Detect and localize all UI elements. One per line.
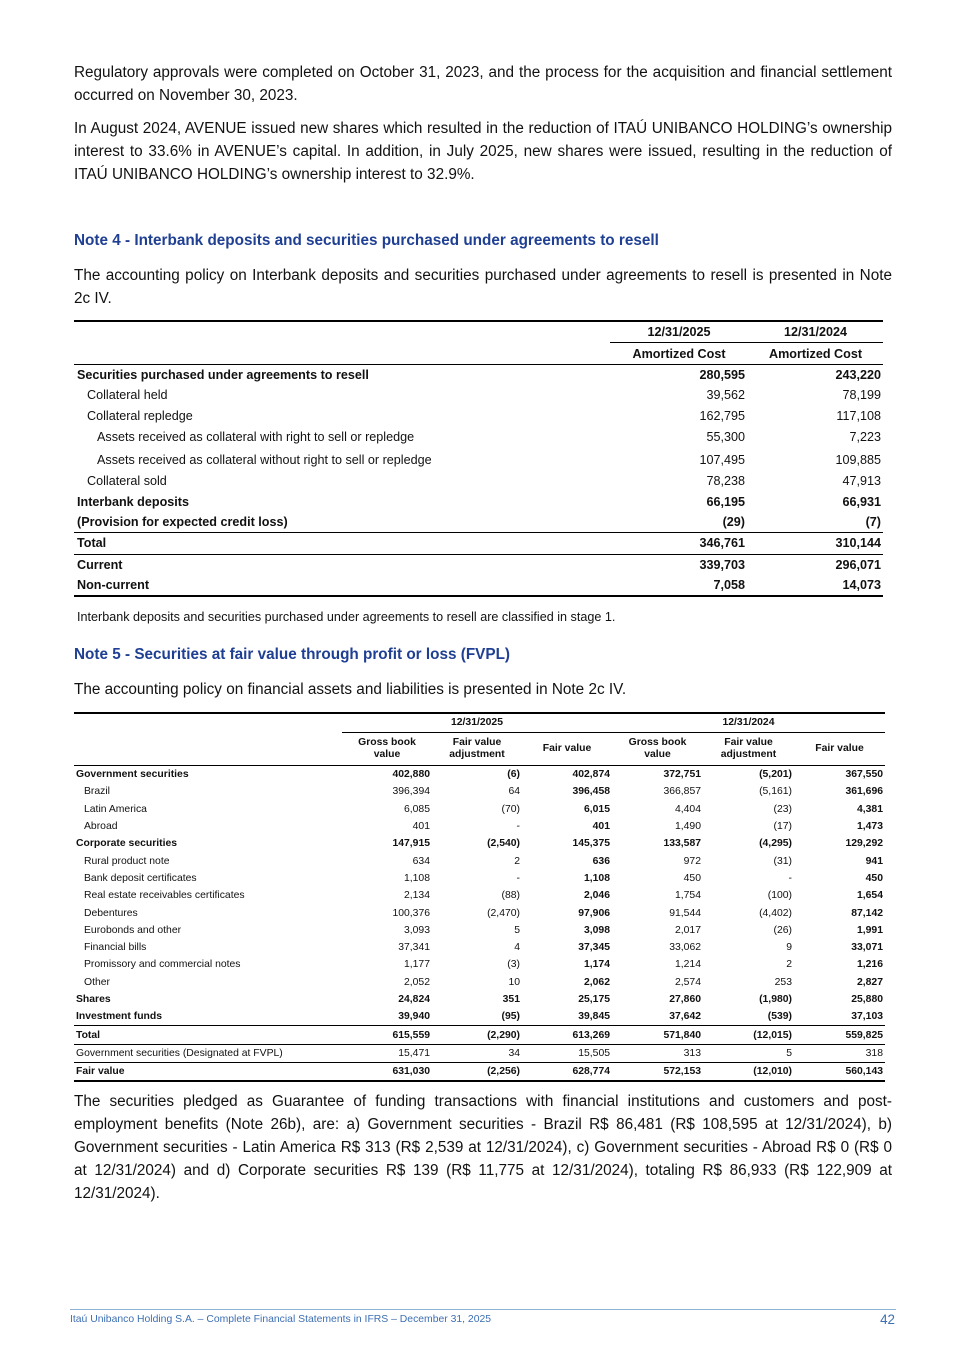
- row-value: 145,375: [572, 838, 610, 850]
- col-fair-value-2025: Fair value: [542, 743, 592, 754]
- row-value: 15,505: [522, 1044, 612, 1062]
- note4-table: [74, 320, 883, 597]
- row-value: 37,103: [851, 1011, 883, 1023]
- row-value: 1,490: [674, 821, 701, 833]
- row-value: (70): [501, 803, 520, 815]
- row-label: Investment funds: [76, 1011, 163, 1023]
- note5-date-2024: 12/31/2024: [612, 713, 885, 733]
- row-value: 402,874: [572, 769, 610, 781]
- table-row: [74, 491, 883, 511]
- row-value: 34: [432, 1044, 522, 1062]
- table-row: [74, 939, 885, 956]
- row-value: 1,473: [856, 821, 883, 833]
- row-value: (31): [773, 855, 792, 867]
- row-value: 1,108: [583, 872, 610, 884]
- row-value: 5: [703, 1044, 794, 1062]
- note4-date-2025: 12/31/2025: [610, 321, 747, 343]
- row-value: 9: [786, 942, 792, 954]
- row-label: Government securities: [76, 769, 189, 781]
- row-value: 2,046: [583, 890, 610, 902]
- table-row: [74, 870, 885, 887]
- row-value: (3): [507, 959, 520, 971]
- row-value: 3,093: [403, 924, 430, 936]
- row-value: 1,216: [856, 959, 883, 971]
- row-value: 396,458: [572, 786, 610, 798]
- row-value: 367,550: [845, 769, 883, 781]
- row-value: (95): [501, 1011, 520, 1023]
- row-value: -: [516, 872, 520, 884]
- row-label: Abroad: [84, 821, 118, 833]
- table-row: [74, 575, 883, 596]
- row-label: Other: [84, 976, 110, 988]
- row-value: 2: [514, 855, 520, 867]
- row-value: 243,220: [835, 367, 881, 382]
- row-value: (12,010): [703, 1063, 794, 1082]
- row-label: Shares: [76, 994, 111, 1005]
- row-value: (4,402): [759, 907, 792, 919]
- row-value: 4,404: [674, 803, 701, 815]
- row-value: 636: [592, 855, 610, 867]
- row-value: 162,795: [699, 408, 745, 423]
- note4-intro: The accounting policy on Interbank deposits and securities purchased under agreements to resell is presented in Note 2c IV.: [74, 267, 892, 307]
- row-value: 571,840: [612, 1026, 703, 1044]
- row-value: 2,017: [674, 924, 701, 936]
- row-value: (23): [773, 803, 792, 815]
- row-label: Non-current: [77, 578, 150, 593]
- row-label: Debentures: [84, 907, 138, 919]
- table-row: [74, 554, 883, 575]
- row-value: 39,562: [706, 388, 745, 403]
- row-value: 14,073: [842, 578, 881, 593]
- row-value: 37,341: [398, 942, 430, 954]
- row-value: 2,574: [674, 976, 701, 988]
- row-value: (6): [507, 769, 520, 781]
- row-value: 33,071: [851, 942, 883, 954]
- row-value: 6,015: [583, 803, 610, 815]
- row-value: 613,269: [522, 1026, 612, 1044]
- row-value: 39,940: [398, 1011, 430, 1023]
- row-value: (12,015): [703, 1026, 794, 1044]
- col-gross-book-value-2025: Gross book value: [358, 737, 416, 760]
- footer-text: Itaú Unibanco Holding S.A. – Complete Financial Statements in IFRS – December 31, 2025: [70, 1314, 492, 1325]
- row-value: 109,885: [835, 452, 881, 467]
- row-label: Bank deposit certificates: [84, 872, 197, 884]
- table-row: [74, 956, 885, 973]
- row-value: 4: [514, 942, 520, 954]
- table-row: [74, 887, 885, 904]
- row-label: Assets received as collateral without right to sell or repledge: [97, 452, 432, 467]
- row-label: Real estate receivables certificates: [84, 890, 245, 902]
- row-value: 64: [508, 786, 520, 798]
- row-label: Government securities (Designated at FVPL): [74, 1044, 342, 1062]
- row-value: 631,030: [342, 1063, 432, 1082]
- row-value: (2,290): [432, 1026, 522, 1044]
- row-value: 366,857: [663, 786, 701, 798]
- table-row: [74, 904, 885, 921]
- row-value: 1,991: [856, 924, 883, 936]
- row-label: Financial bills: [84, 942, 147, 954]
- row-value: 972: [683, 855, 701, 867]
- row-value: 47,913: [842, 474, 881, 489]
- note4-title: Note 4 - Interbank deposits and securities purchased under agreements to resell: [74, 232, 659, 249]
- note5-intro: The accounting policy on financial assets and liabilities is presented in Note 2c IV.: [74, 681, 627, 698]
- row-value: 100,376: [392, 907, 430, 919]
- row-value: 402,880: [392, 769, 430, 781]
- row-value: (5,161): [759, 786, 792, 798]
- row-label: Promissory and commercial notes: [84, 959, 241, 971]
- row-value: 97,906: [578, 907, 610, 919]
- row-value: 2,052: [403, 976, 430, 988]
- row-label: Collateral repledge: [87, 408, 193, 423]
- col-fair-value-adjustment-2025: Fair value adjustment: [449, 737, 505, 760]
- row-value: 450: [683, 872, 701, 884]
- table-row: [74, 1044, 885, 1062]
- row-value: 396,394: [392, 786, 430, 798]
- row-value: (88): [501, 890, 520, 902]
- row-value: 78,238: [706, 474, 745, 489]
- row-value: 318: [794, 1044, 885, 1062]
- table-row: [74, 512, 883, 533]
- row-value: (2,470): [487, 907, 520, 919]
- note5-closing-paragraph: The securities pledged as Guarantee of funding transactions with financial institutions and customers and post-employment benefits (Note 26b), are: a) Government securities - Brazil R$ 86,481 (R$ 108,595 at 12/31/2024), b) Government securities - Latin America R$ 313 (R$ 2,539 at 12/31/2024), c) Government securities - Abroad R$ 0 (R$ 0 at 12/31/2024) and d) Corporate securities R$ 139 (R$ 11,775 at 12/31/2024), totaling R$ 86,933 (R$ 122,909 at 12/31/2024).: [74, 1093, 892, 1202]
- row-value: 7,223: [849, 430, 881, 445]
- row-value: 313: [612, 1044, 703, 1062]
- row-value: 6,085: [403, 803, 430, 815]
- row-value: 2,827: [856, 976, 883, 988]
- row-value: (539): [767, 1011, 792, 1023]
- row-value: 1,177: [403, 959, 430, 971]
- row-value: 401: [412, 821, 430, 833]
- table-row: [74, 426, 883, 449]
- row-value: 572,153: [612, 1063, 703, 1082]
- row-value: 25,175: [578, 994, 610, 1005]
- note4-footnote: Interbank deposits and securities purchased under agreements to resell are classified in stage 1.: [77, 610, 616, 624]
- row-value: (17): [773, 821, 792, 833]
- row-value: 1,214: [674, 959, 701, 971]
- row-value: 37,642: [669, 1011, 701, 1023]
- row-label: Securities purchased under agreements to resell: [77, 367, 369, 382]
- row-label: Collateral held: [87, 388, 168, 403]
- footer-divider: [70, 1309, 896, 1310]
- row-label: Fair value: [74, 1063, 342, 1082]
- table-row: [74, 385, 883, 405]
- page-number: 42: [880, 1312, 895, 1327]
- table-row: [74, 448, 883, 471]
- row-value: 91,544: [669, 907, 701, 919]
- row-label: Corporate securities: [76, 838, 178, 850]
- table-row: [74, 801, 885, 818]
- note5-title: Note 5 - Securities at fair value through profit or loss (FVPL): [74, 646, 511, 663]
- row-value: 1,754: [674, 890, 701, 902]
- row-label: Total: [74, 1026, 342, 1044]
- paragraph-avenue-shares: In August 2024, AVENUE issued new shares which resulted in the reduction of ITAÚ UNIBANCO HOLDING’s ownership interest to 33.6% in AVENUE’s capital. In addition, in July 2025, new shares were issued, resulting in the reduction of ITAÚ UNIBANCO HOLDING’s ownership interest to 32.9%.: [74, 120, 892, 183]
- row-value: 615,559: [342, 1026, 432, 1044]
- row-value: 634: [412, 855, 430, 867]
- row-value: 117,108: [836, 408, 881, 423]
- row-label: Brazil: [84, 786, 110, 798]
- row-value: 401: [592, 821, 610, 833]
- row-label: (Provision for expected credit loss): [77, 514, 288, 529]
- row-value: (4,295): [759, 838, 792, 850]
- row-value: 5: [514, 924, 520, 936]
- col-fair-value-2024: Fair value: [815, 743, 864, 754]
- row-value: 33,062: [669, 942, 701, 954]
- row-value: 66,931: [842, 494, 881, 509]
- row-value: 39,845: [578, 1011, 610, 1023]
- row-value: 361,696: [845, 786, 883, 798]
- row-value: 3,098: [583, 924, 610, 936]
- table-row: [74, 1008, 885, 1026]
- row-value: 280,595: [699, 367, 745, 382]
- row-value: 133,587: [663, 838, 701, 850]
- row-value: 372,751: [663, 769, 701, 781]
- row-label: Assets received as collateral with right to sell or repledge: [97, 430, 415, 445]
- row-value: 941: [865, 855, 883, 867]
- row-value: 27,860: [669, 994, 701, 1005]
- row-value: 2: [786, 959, 792, 971]
- table-row: [74, 364, 883, 385]
- row-value: (5,201): [759, 769, 792, 781]
- row-value: 346,761: [610, 533, 747, 554]
- row-label: Rural product note: [84, 855, 170, 867]
- row-value: 310,144: [747, 533, 883, 554]
- note4-table-wrapper: [74, 320, 883, 597]
- row-value: 2,134: [403, 890, 430, 902]
- row-value: 24,824: [398, 994, 430, 1005]
- row-label: Latin America: [84, 803, 147, 815]
- row-value: 107,495: [699, 452, 745, 467]
- row-label: Collateral sold: [87, 474, 167, 489]
- row-value: 55,300: [706, 430, 745, 445]
- row-value: 253: [774, 976, 792, 988]
- note4-date-2024: 12/31/2024: [747, 321, 883, 343]
- row-value: 87,142: [851, 907, 883, 919]
- row-value: 66,195: [706, 494, 745, 509]
- table-row: [74, 1026, 885, 1044]
- col-fair-value-adjustment-2024: Fair value adjustment: [720, 737, 777, 760]
- row-value: (2,256): [432, 1063, 522, 1082]
- row-value: -: [516, 821, 520, 833]
- row-value: 2,062: [583, 976, 610, 988]
- row-value: 4,381: [856, 803, 883, 815]
- row-value: (2,540): [487, 838, 520, 850]
- table-row: [74, 766, 885, 784]
- row-value: 628,774: [522, 1063, 612, 1082]
- row-value: 7,058: [713, 578, 745, 593]
- row-value: 560,143: [794, 1063, 885, 1082]
- row-value: 296,071: [747, 554, 883, 575]
- note4-subheader-2025: Amortized Cost: [632, 346, 726, 361]
- paragraph-acquisition: Regulatory approvals were completed on October 31, 2023, and the process for the acquisition and financial settlement occurred on November 30, 2023.: [74, 64, 892, 104]
- table-row: [74, 406, 883, 426]
- row-value: (29): [722, 514, 745, 529]
- table-row: [74, 533, 883, 554]
- table-row: [74, 922, 885, 939]
- note5-table-wrapper: [74, 712, 885, 1082]
- table-row: [74, 783, 885, 800]
- row-value: (26): [773, 924, 792, 936]
- row-value: 15,471: [342, 1044, 432, 1062]
- table-row: [74, 818, 885, 835]
- table-row: [74, 471, 883, 491]
- table-row: [74, 852, 885, 869]
- row-value: 78,199: [842, 388, 881, 403]
- note5-date-2025: 12/31/2025: [342, 713, 612, 733]
- table-row: [74, 974, 885, 991]
- row-value: 25,880: [851, 994, 883, 1005]
- row-label: Current: [74, 554, 610, 575]
- row-value: 37,345: [578, 942, 610, 954]
- row-value: 10: [508, 976, 520, 988]
- row-label: Total: [74, 533, 610, 554]
- row-value: -: [788, 872, 792, 884]
- row-value: 339,703: [610, 554, 747, 575]
- row-value: 1,654: [856, 890, 883, 902]
- row-value: 1,174: [583, 959, 610, 971]
- table-row: [74, 835, 885, 852]
- row-label: Eurobonds and other: [84, 924, 182, 936]
- row-value: 147,915: [392, 838, 430, 850]
- table-row: [74, 1063, 885, 1082]
- row-value: 129,292: [845, 838, 883, 850]
- note5-table: [74, 712, 885, 1082]
- row-value: 450: [865, 872, 883, 884]
- note4-subheader-2024: Amortized Cost: [768, 346, 863, 361]
- row-value: 559,825: [794, 1026, 885, 1044]
- row-value: (1,980): [759, 994, 792, 1005]
- col-gross-book-value-2024: Gross book value: [628, 737, 687, 760]
- row-value: (7): [865, 514, 881, 529]
- row-value: (100): [767, 890, 792, 902]
- row-value: 1,108: [403, 872, 430, 884]
- row-value: 351: [502, 994, 520, 1005]
- table-row: [74, 991, 885, 1008]
- row-label: Interbank deposits: [77, 494, 189, 509]
